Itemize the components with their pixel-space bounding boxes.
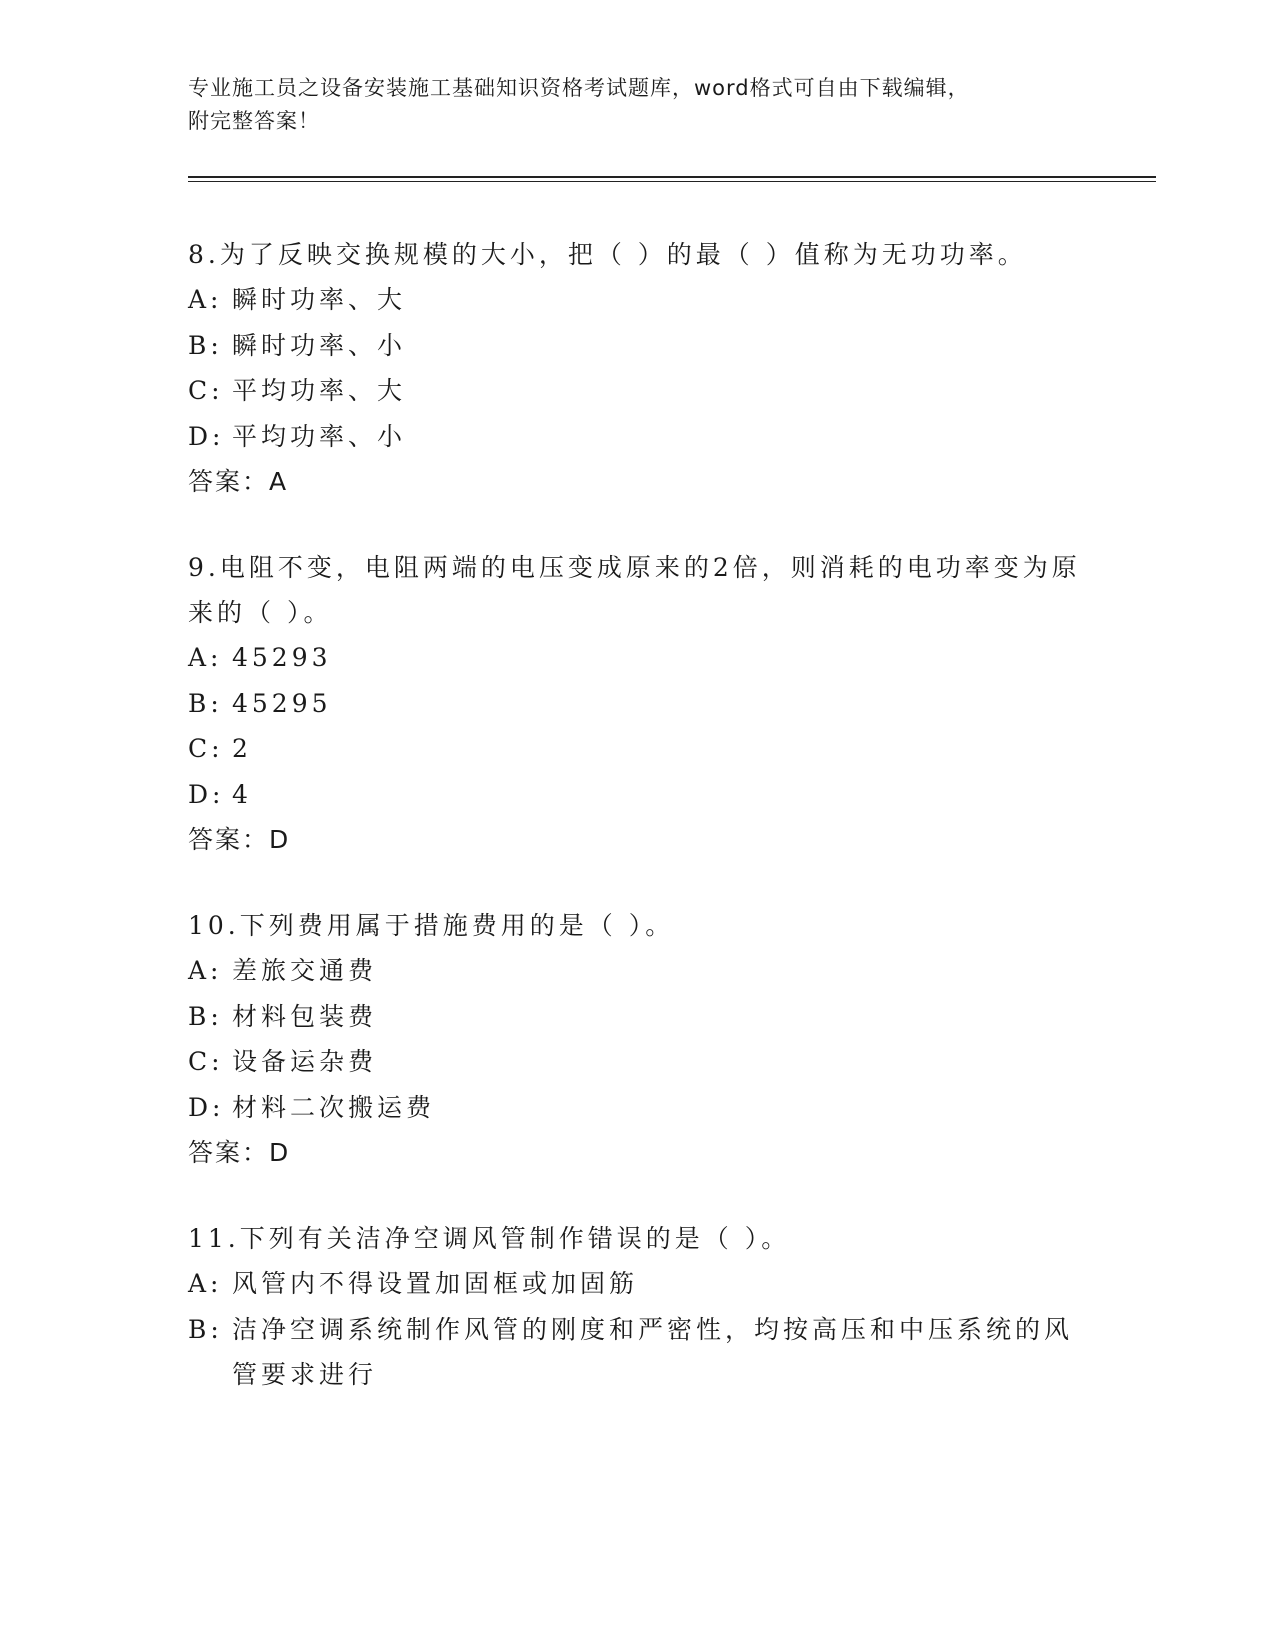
option-text: 设备运杂费 — [232, 1047, 378, 1076]
option-b — [188, 323, 1088, 369]
option-text: 瞬时功率、大 — [232, 285, 407, 314]
option-letter: C: — [188, 1047, 224, 1076]
answer-line: 答案：A — [188, 467, 289, 496]
option-letter: A: — [188, 643, 223, 672]
option-letter: B: — [188, 1001, 223, 1031]
question-11 — [188, 1216, 1088, 1398]
option-text: 平均功率、大 — [232, 376, 407, 405]
option-a — [188, 635, 1088, 681]
header-line-2: 附完整答案！ — [188, 109, 320, 133]
option-c — [188, 1039, 1088, 1085]
option-text: 45293 — [232, 643, 332, 672]
option-letter: B: — [188, 330, 223, 360]
option-text: 4 — [232, 779, 252, 809]
document-header — [188, 72, 1088, 138]
option-letter: D: — [188, 1092, 225, 1122]
question-list — [188, 232, 1088, 1439]
option-text: 2 — [232, 734, 252, 763]
option-d — [188, 414, 1088, 460]
option-text: 材料包装费 — [232, 1001, 378, 1031]
option-text: 45295 — [232, 688, 332, 718]
option-text: 平均功率、小 — [232, 421, 407, 451]
question-10 — [188, 903, 1088, 1175]
option-text: 洁净空调系统制作风管的刚度和严密性，均按高压和中压系统的风管要求进行 — [232, 1314, 1074, 1389]
option-text: 瞬时功率、小 — [232, 330, 407, 360]
question-stem: 11.下列有关洁净空调风管制作错误的是（ ）。 — [188, 1224, 791, 1253]
option-letter: B: — [188, 1314, 223, 1344]
header-divider-thick — [188, 176, 1156, 178]
option-d — [188, 772, 1088, 818]
question-stem: 10.下列费用属于措施费用的是（ ）。 — [188, 911, 675, 940]
question-stem: 8.为了反映交换规模的大小，把（ ）的最（ ）值称为无功功率。 — [188, 240, 1027, 269]
option-text: 风管内不得设置加固框或加固筋 — [232, 1269, 639, 1298]
option-c — [188, 726, 1088, 772]
option-a — [188, 948, 1088, 994]
option-letter: C: — [188, 376, 224, 405]
answer-line: 答案：D — [188, 1138, 291, 1167]
option-letter: C: — [188, 734, 224, 763]
option-b — [188, 681, 1088, 727]
option-letter: B: — [188, 688, 223, 718]
question-8 — [188, 232, 1088, 504]
option-text: 差旅交通费 — [232, 956, 378, 985]
answer-line: 答案：D — [188, 825, 291, 854]
option-letter: D: — [188, 779, 225, 809]
option-letter: D: — [188, 421, 225, 451]
header-divider-thin — [188, 181, 1156, 182]
option-text: 材料二次搬运费 — [232, 1092, 436, 1122]
question-stem: 9.电阻不变，电阻两端的电压变成原来的2倍，则消耗的电功率变为原来的（ ）。 — [188, 553, 1081, 627]
option-letter: A: — [188, 285, 223, 314]
option-letter: A: — [188, 956, 223, 985]
option-b — [188, 994, 1088, 1040]
option-c — [188, 368, 1088, 414]
option-a — [188, 277, 1088, 323]
option-b — [188, 1307, 1088, 1398]
option-a — [188, 1261, 1088, 1307]
option-d — [188, 1085, 1088, 1131]
option-letter: A: — [188, 1269, 223, 1298]
question-9 — [188, 545, 1088, 862]
header-line-1: 专业施工员之设备安装施工基础知识资格考试题库，word格式可自由下载编辑， — [188, 76, 970, 100]
